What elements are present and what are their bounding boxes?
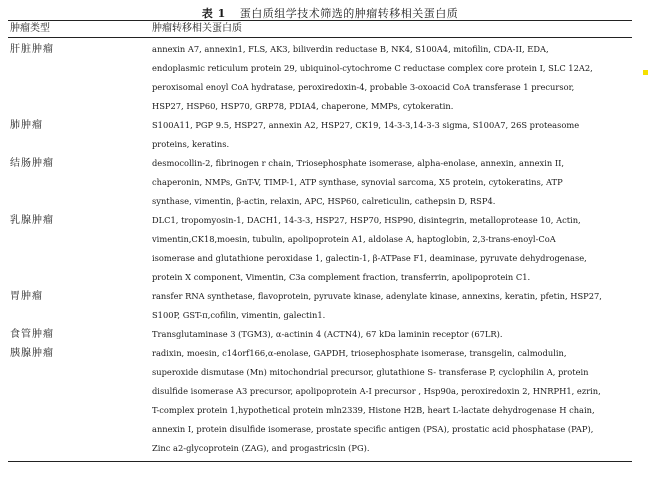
table-row bbox=[0, 211, 640, 287]
protein-list-line: annexin I, protein disulfide isomerase, prostate specific antigen (PSA), prostatic acid phosphatase (PAP), bbox=[152, 424, 594, 434]
protein-list-cell bbox=[152, 40, 632, 116]
table-top-rule bbox=[8, 20, 632, 21]
protein-list-cell bbox=[152, 325, 632, 344]
protein-list-cell bbox=[152, 344, 632, 458]
protein-list-line: peroxisomal enoyl CoA hydratase, peroxiredoxin-4, probable 3-oxoacid CoA transferase 1 precursor, bbox=[152, 82, 575, 92]
table-caption-number: 表 1 bbox=[201, 7, 226, 20]
protein-list-line: synthase, vimentin, β-actin, relaxin, APC, HSP60, calreticulin, cathepsin D, RSP4. bbox=[152, 196, 496, 206]
protein-list-line: endoplasmic reticulum protein 29, ubiquinol-cytochrome C reductase complex core protein I, SLC 12A2, bbox=[152, 63, 593, 73]
table-row bbox=[0, 40, 640, 116]
protein-list-cell bbox=[152, 287, 632, 325]
table-row bbox=[0, 287, 640, 325]
protein-list-line: ransfer RNA synthetase, flavoprotein, pyruvate kinase, adenylate kinase, annexins, keratin, pfetin, HSP27, bbox=[152, 291, 602, 301]
protein-list-cell bbox=[152, 116, 632, 154]
tumor-type-cell: 胰腺肿瘤 bbox=[10, 348, 54, 359]
tumor-type-cell: 结肠肿瘤 bbox=[10, 158, 54, 169]
column-header-tumor-type: 肿瘤类型 bbox=[10, 23, 50, 34]
yellow-marker bbox=[643, 70, 648, 75]
tumor-type-cell: 乳腺肿瘤 bbox=[10, 215, 54, 226]
tumor-type-cell: 肝脏肿瘤 bbox=[10, 44, 54, 55]
protein-list-line: Zinc a2-glycoprotein (ZAG), and progastricsin (PG). bbox=[152, 443, 370, 453]
protein-list-line: S100P, GST-π,cofilin, vimentin, galectin1. bbox=[152, 310, 326, 320]
table-row bbox=[0, 325, 640, 344]
table-caption bbox=[0, 5, 660, 21]
protein-list-line: proteins, keratins. bbox=[152, 139, 230, 149]
table-bottom-rule bbox=[8, 461, 632, 462]
protein-list-line: DLC1, tropomyosin-1, DACH1, 14-3-3, HSP27, HSP70, HSP90, disintegrin, metalloprotease 10, Actin, bbox=[152, 215, 581, 225]
protein-list-line: desmocollin-2, fibrinogen r chain, Triosephosphate isomerase, alpha-enolase, annexin, annexin II, bbox=[152, 158, 565, 168]
protein-list-line: disulfide isomerase A3 precursor, apolipoprotein A-I precursor , Hsp90a, peroxiredoxin 2, HNRPH1, ezrin, bbox=[152, 386, 601, 396]
protein-list-cell bbox=[152, 154, 632, 211]
protein-list-line: superoxide dismutase (Mn) mitochondrial precursor, glutathione S- transferase P, cyclophilin A, protein bbox=[152, 367, 589, 377]
protein-list-line: Transglutaminase 3 (TGM3), α-actinin 4 (ACTN4), 67 kDa laminin receptor (67LR). bbox=[152, 329, 503, 339]
table-caption-title: 蛋白质组学技术筛选的肿瘤转移相关蛋白质 bbox=[239, 7, 459, 20]
protein-list-cell bbox=[152, 211, 632, 287]
protein-list-line: S100A11, PGP 9.5, HSP27, annexin A2, HSP27, CK19, 14-3-3,14-3-3 sigma, S100A7, 26S proteasome bbox=[152, 120, 580, 130]
table-row bbox=[0, 116, 640, 154]
protein-list-line: isomerase and glutathione peroxidase 1, galectin-1, β-ATPase F1, deaminase, pyruvate dehydrogenase, bbox=[152, 253, 587, 263]
protein-list-line: HSP27, HSP60, HSP70, GRP78, PDIA4, chaperone, MMPs, cytokeratin. bbox=[152, 101, 454, 111]
protein-list-line: vimentin,CK18,moesin, tubulin, apolipoprotein A1, aldolase A, haptoglobin, 2,3-trans-enoyl-CoA bbox=[152, 234, 556, 244]
table-row bbox=[0, 344, 640, 458]
tumor-type-cell: 胃肿瘤 bbox=[10, 291, 43, 302]
protein-list-line: chaperonin, NMPs, GnT-V, TIMP-1, ATP synthase, synovial sarcoma, X5 protein, cytokeratins, ATP bbox=[152, 177, 563, 187]
column-header-proteins: 肿瘤转移相关蛋白质 bbox=[152, 23, 242, 34]
table-row bbox=[0, 154, 640, 211]
protein-list-line: annexin A7, annexin1, FLS, AK3, biliverdin reductase B, NK4, S100A4, mitofilin, CDA-II, EDA, bbox=[152, 44, 549, 54]
table-header-rule bbox=[8, 37, 632, 38]
tumor-type-cell: 食管肿瘤 bbox=[10, 329, 54, 340]
protein-list-line: radixin, moesin, c14orf166,α-enolase, GAPDH, triosephosphate isomerase, transgelin, calmodulin, bbox=[152, 348, 567, 358]
tumor-type-cell: 肺肿瘤 bbox=[10, 120, 43, 131]
protein-list-line: protein X component, Vimentin, C3a complement fraction, transferrin, apolipoprotein C1. bbox=[152, 272, 531, 282]
protein-list-line: T-complex protein 1,hypothetical protein mln2339, Histone H2B, heart L-lactate dehydrogenase H chain, bbox=[152, 405, 595, 415]
